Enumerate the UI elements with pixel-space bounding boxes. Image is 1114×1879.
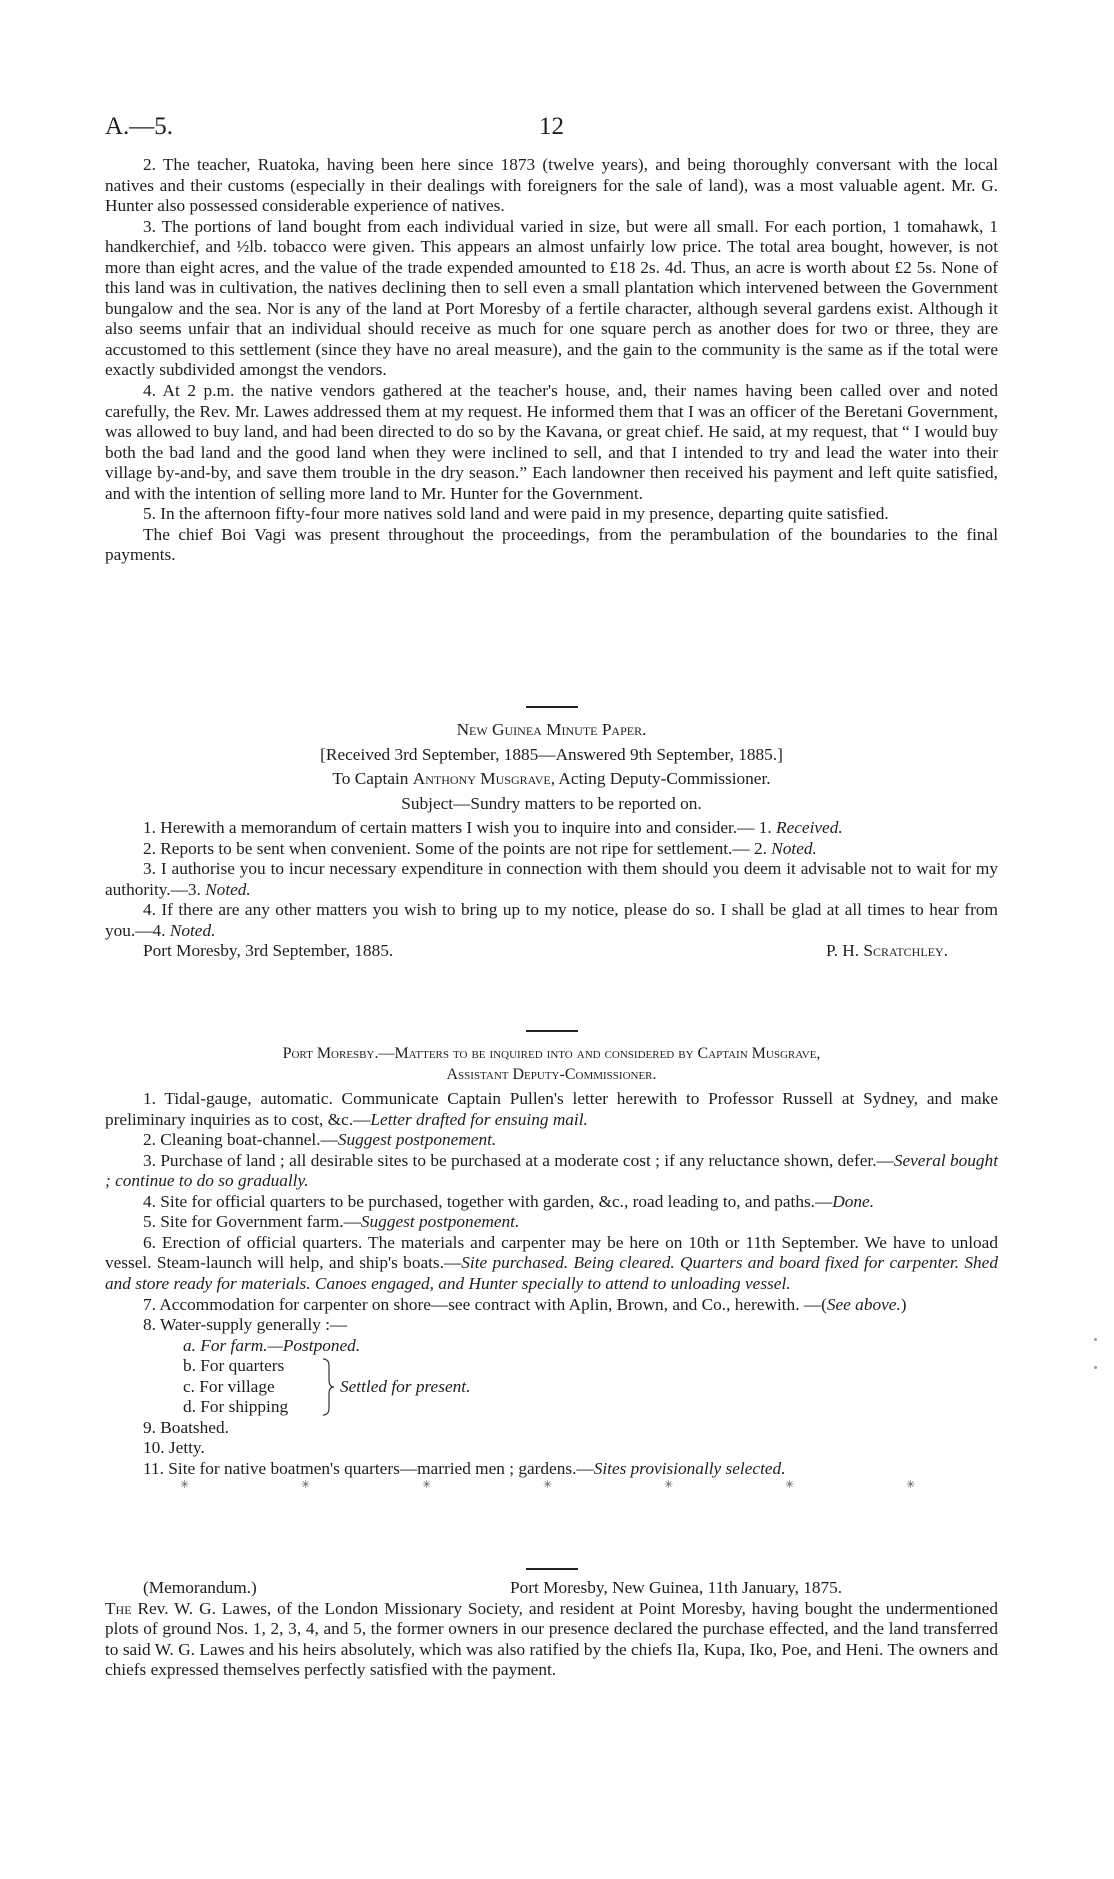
document-reference: A.—5. (105, 113, 174, 140)
minute-addressee (105, 769, 998, 790)
paragraph-4: 4. At 2 p.m. the native vendors gathered at the teacher's house, and, their names having been called over and noted carefully, the Rev. Mr. Lawes addressed them at my request. He informed them that I was an officer of the Beretani Government, was allowed to buy land, and had been directed to do so by the Kavana, or great chief. He said, at my request, that “ I would buy both the bad land and the good land when they were inclined to sell, and that I intended to try and lead the water into their village by-and-by, and save them trouble in the dry season.” Each landowner then received his payment and left quite satisfied, and with the intention of selling more land to Mr. Hunter for the Government. (105, 381, 998, 503)
minute-to-prefix: To Captain (332, 769, 413, 789)
minute-item-reply: Noted. (205, 879, 251, 899)
matter-item (105, 1192, 998, 1213)
memo-body (105, 1599, 998, 1681)
minute-subject: Subject—Sundry matters to be reported on. (401, 793, 702, 813)
minute-place-date: Port Moresby, 3rd September, 1885. (143, 941, 394, 961)
brace-icon (321, 1358, 335, 1416)
matter-item-9: 9. Boatshed. (143, 1417, 229, 1437)
minute-item (105, 900, 998, 941)
minute-item-reply: Noted. (771, 838, 817, 858)
matter-item-reply: Letter drafted for ensuing mail. (370, 1109, 588, 1129)
minute-item (105, 839, 998, 860)
star-icon: ✳ (422, 1479, 432, 1492)
matter-item (105, 1089, 998, 1130)
paragraph-3: 3. The portions of land bought from each individual varied in size, but were all small. For each portion, 1 tomahawk, 1 handkerchief, and ½lb. tobacco were given. This appears an almost unfairly low price. The total area bought, however, is not more than eight acres, and the value of the trade expended amounted to £18 2s. 4d. Thus, an acre is worth about £2 5s. None of this land was in cultivation, the natives declining then to sell even a small plantation which intervened between the Government bungalow and the sea. Nor is any of the land at Port Moresby of a fertile character, although several gardens exist. Although it also seems unfair that an individual should receive as much for one square perch as another does for two or three, they are accustomed to this settlement (since they have no areal measure), and the gain to the community is the same as if the total were exactly subdivided amongst the vendors. (105, 216, 998, 380)
matter-item (105, 1233, 998, 1295)
memo-place-date: Port Moresby, New Guinea, 11th January, 1875. (510, 1578, 843, 1597)
water-supply-a-label: a. For farm.— (183, 1335, 283, 1355)
memo-body-text: Rev. W. G. Lawes, of the London Missionary Society, and resident at Point Moresby, having bought the undermentioned plots of ground Nos. 1, 2, 3, 4, and 5, the former owners in our presence declared the purchase effected, and the land transferred to said W. G. Lawes and his heirs absolutely, which was also ratified by the chiefs Ila, Kupa, Iko, Poe, and Heni. The owners and chiefs expressed themselves perfectly satisfied with the payment. (105, 1598, 998, 1680)
section-rule (526, 706, 578, 708)
matter-item-11-text: 11. Site for native boatmen's quarters—married men ; gardens.— (143, 1458, 594, 1478)
minute-item (105, 818, 998, 839)
minute-item-reply: Received. (776, 818, 843, 838)
star-icon: ✳ (906, 1479, 916, 1492)
scan-mark (1094, 1338, 1097, 1341)
matter-item-reply: Several bought ; continue to do so gradually. (105, 1150, 998, 1191)
matter-item-reply: See above. (826, 1294, 901, 1314)
page-header (105, 112, 998, 142)
water-supply-settled: Settled for present. (340, 1376, 471, 1396)
matters-title-line2: Assistant Deputy-Commissioner. (446, 1065, 657, 1083)
water-supply-a (105, 1336, 998, 1357)
matter-item-reply: Suggest postponement. (337, 1130, 497, 1150)
matter-item-text: 1. Tidal-gauge, automatic. Communicate Captain Pullen's letter herewith to Professor Russell at Sydney, and make preliminary inquiries as to cost, &c.— (105, 1089, 998, 1129)
paragraph-5: 5. In the afternoon fifty-four more natives sold land and were paid in my presence, departing quite satisfied. (143, 504, 889, 524)
minute-to-name: Anthony Musgrave (412, 769, 551, 789)
water-supply-group (105, 1356, 998, 1418)
scan-mark (1094, 1366, 1097, 1369)
minute-to-suffix: , Acting Deputy-Commissioner. (550, 769, 771, 789)
memo-heading-row (105, 1578, 998, 1599)
minute-item-text: 3. I authorise you to incur necessary expenditure in connection with them should you deem it advisable not to wait for my authority.—3. (105, 859, 998, 899)
minute-item-text: 1. Herewith a memorandum of certain matters I wish you to inquire into and consider.— 1. (143, 818, 777, 838)
matter-item (105, 1151, 998, 1192)
minute-title: New Guinea Minute Paper. (456, 720, 647, 739)
matter-item-text: 6. Erection of official quarters. The materials and carpenter may be here on 10th or 11th September. We have to unload vessel. Steam-launch will help, and ship's boats.— (105, 1232, 998, 1273)
matter-item-10: 10. Jetty. (143, 1438, 205, 1458)
minute-signoff (105, 941, 998, 962)
matters-section (105, 1030, 998, 1493)
minute-item (105, 859, 998, 900)
matter-item-text: 5. Site for Government farm.— (143, 1212, 361, 1232)
matter-item-text: 2. Cleaning boat-channel.— (143, 1130, 338, 1150)
matter-item-text: 7. Accommodation for carpenter on shore—see contract with Aplin, Brown, and Co., herewith. —( (143, 1294, 827, 1314)
section-rule (526, 1030, 578, 1032)
report-paragraphs (105, 155, 998, 566)
water-supply-heading: 8. Water-supply generally :— (143, 1315, 348, 1335)
star-icon: ✳ (543, 1479, 553, 1492)
matter-item-text: 4. Site for official quarters to be purchased, together with garden, &c., road leading to, and paths.— (143, 1191, 833, 1211)
matter-item (105, 1212, 998, 1233)
matters-title-line1: Port Moresby.—Matters to be inquired into and considered by Captain Musgrave, (282, 1045, 821, 1062)
minute-item-reply: Noted. (169, 920, 216, 940)
water-supply-a-reply: Postponed. (282, 1335, 361, 1355)
page-number: 12 (539, 113, 564, 140)
matter-item-text: 3. Purchase of land ; all desirable sites to be purchased at a moderate cost ; if any reluctance shown, defer.— (143, 1150, 894, 1170)
paragraph-2: 2. The teacher, Ruatoka, having been here since 1873 (twelve years), and being thoroughly conversant with the local natives and their customs (especially in their dealings with foreigners for the sale of land), was a most valuable agent. Mr. G. Hunter also possessed considerable experience of natives. (105, 155, 998, 216)
paragraph-chief: The chief Boi Vagi was present throughout the proceedings, from the perambulation of the boundaries to the final payments. (105, 524, 998, 565)
matter-item-reply: Done. (832, 1191, 875, 1211)
memorandum-section (105, 1568, 998, 1681)
matter-item (105, 1130, 998, 1151)
minute-paper (105, 706, 998, 962)
star-icon: ✳ (180, 1479, 190, 1492)
memo-label: (Memorandum.) (143, 1578, 257, 1597)
minute-item-text: 4. If there are any other matters you wish to bring up to my notice, please do so. I shall be glad at all times to hear from you.—4. (105, 900, 998, 940)
matter-item-close: ) (900, 1294, 907, 1314)
water-supply-b: b. For quarters (183, 1356, 285, 1376)
star-icon: ✳ (664, 1479, 674, 1492)
minute-received-line: [Received 3rd September, 1885—Answered 9th September, 1885.] (320, 744, 783, 764)
matter-item-reply: Suggest postponement. (360, 1212, 520, 1232)
matter-item-11-reply: Sites provisionally selected. (593, 1458, 786, 1478)
star-icon: ✳ (785, 1479, 795, 1492)
section-rule (526, 1568, 578, 1570)
matter-item (105, 1295, 998, 1316)
memo-lead: The (105, 1598, 132, 1618)
water-supply-c: c. For village (183, 1376, 275, 1396)
star-icon: ✳ (301, 1479, 311, 1492)
minute-signature: P. H. Scratchley. (825, 941, 948, 961)
matter-item-reply: Site purchased. Being cleared. Quarters and board fixed for carpenter. Shed and store ready for materials. Canoes engaged, and Hunter specially to attend to unloading vessel. (105, 1253, 998, 1294)
minute-item-text: 2. Reports to be sent when convenient. Some of the points are not ripe for settlement.— 2. (143, 838, 772, 858)
ellipsis-stars (105, 1479, 998, 1493)
water-supply-d: d. For shipping (183, 1397, 289, 1417)
